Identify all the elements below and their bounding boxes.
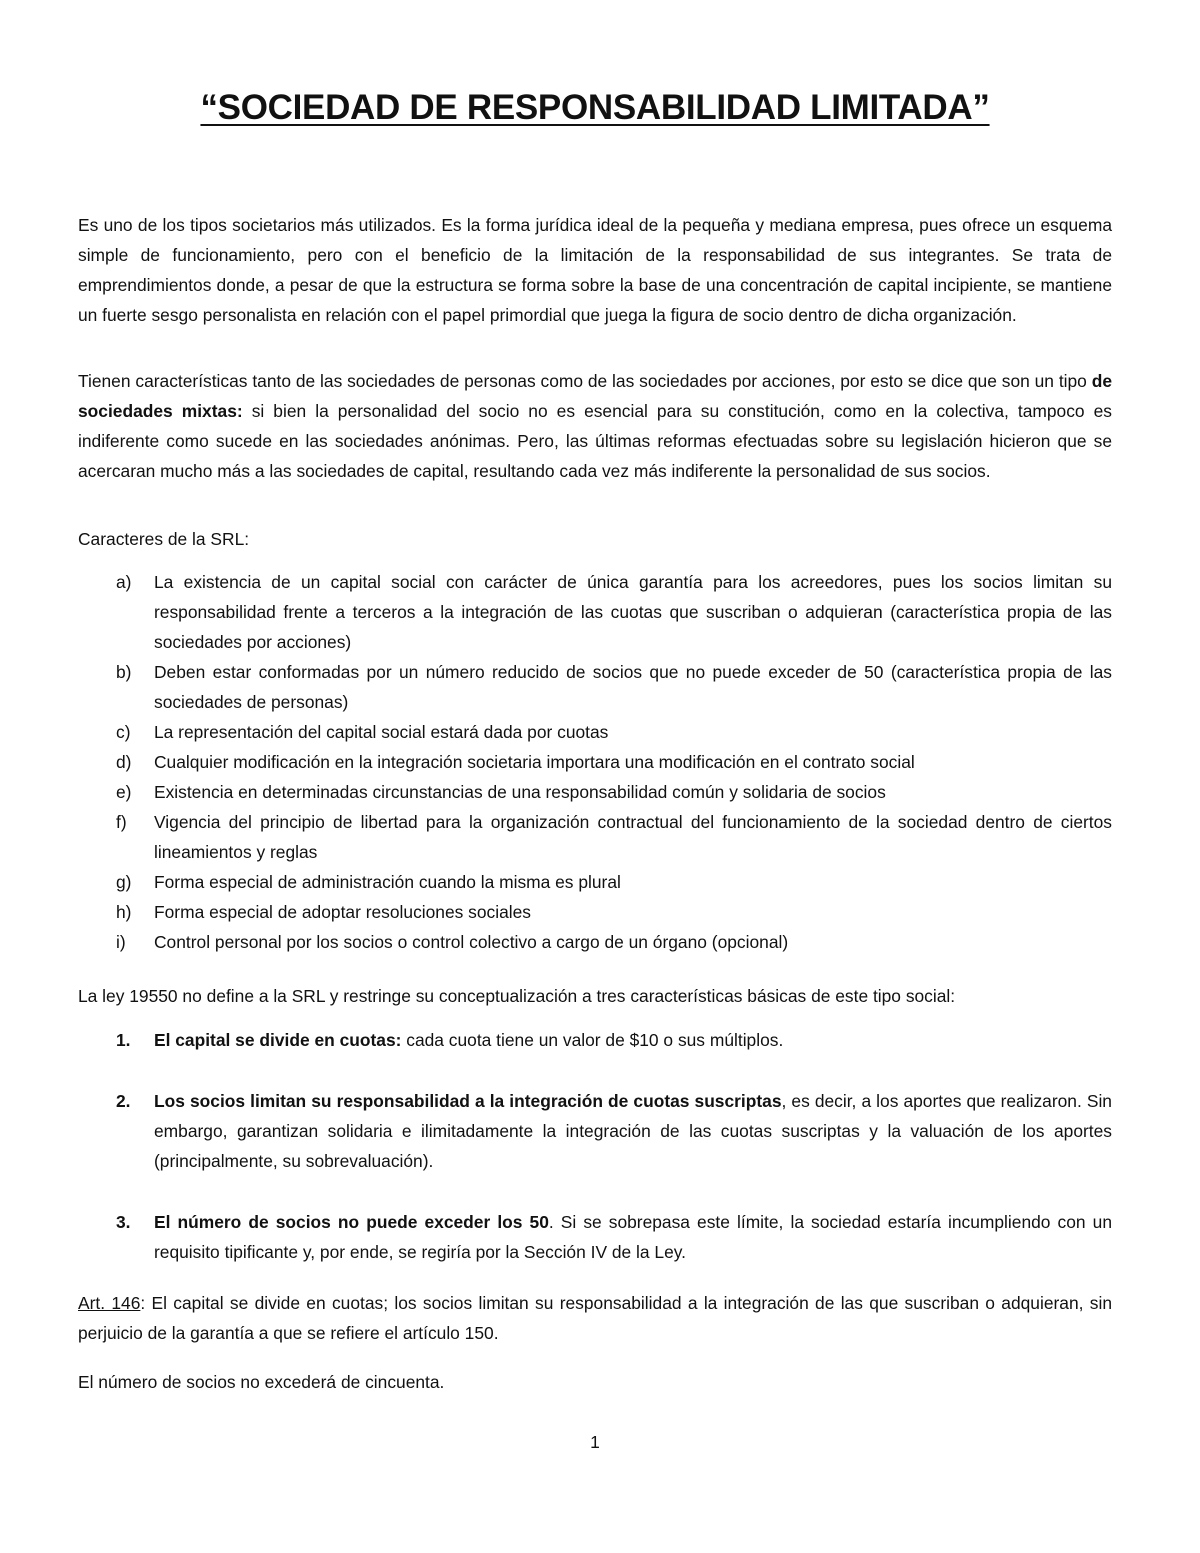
list-marker: a): [116, 572, 132, 592]
numbered-marker: 3.: [116, 1212, 131, 1232]
list-marker: e): [116, 782, 132, 802]
list-text: Control personal por los socios o control colectivo a cargo de un órgano (opcional): [154, 932, 789, 952]
list-text: La representación del capital social estará dada por cuotas: [154, 722, 609, 742]
list-marker: h): [116, 902, 132, 922]
list-text: Forma especial de adoptar resoluciones sociales: [154, 902, 531, 922]
document-title: “SOCIEDAD DE RESPONSABILIDAD LIMITADA”: [200, 88, 990, 127]
list-text: Deben estar conformadas por un número reducido de socios que no puede exceder de 50 (característica propia de las sociedades de personas): [154, 662, 1112, 712]
mixed-societies-paragraph: [78, 366, 1112, 486]
article-text: El capital se divide en cuotas; los socios limitan su responsabilidad a la integración de las que suscriban o adquieran, sin perjuicio de la garantía a que se refiere el artículo 150.: [78, 1293, 1113, 1343]
list-item: [78, 927, 1112, 957]
list-item: [78, 747, 1112, 777]
mixed-text-after: si bien la personalidad del socio no es esencial para su constitución, como en la colectiva, tampoco es indiferente como sucede en las sociedades anónimas. Pero, las últimas reformas efectuadas sobre su legislación hicieron que se acercaran mucho más a las sociedades de capital, resultando cada vez más indiferente la personalidad de sus socios.: [78, 401, 1112, 481]
page-number: 1: [590, 1432, 600, 1452]
list-item: [78, 777, 1112, 807]
numbered-text: , es decir, a los aportes que realizaron. Sin embargo, garantizan solidaria e ilimitadamente la integración de las cuotas suscriptas y la valuación de los aportes (principalmente, su sobrevaluación).: [154, 1091, 1112, 1171]
numbered-bold: El capital se divide en cuotas:: [154, 1030, 402, 1050]
list-marker: c): [116, 722, 131, 742]
article-146-paragraph: [78, 1288, 1112, 1348]
ley-intro-paragraph: La ley 19550 no define a la SRL y restringe su conceptualización a tres características básicas de este tipo social:: [78, 986, 956, 1006]
mixed-text-before: Tienen características tanto de las sociedades de personas como de las sociedades por acciones, por esto se dice que son un tipo: [78, 371, 1092, 391]
intro-paragraph: Es uno de los tipos societarios más utilizados. Es la forma jurídica ideal de la pequeña y mediana empresa, pues ofrece un esquema simple de funcionamiento, pero con el beneficio de la limitación de la responsabilidad de sus integrantes. Se trata de emprendimientos donde, a pesar de que la estructura se forma sobre la base de una concentración de capital incipiente, se mantiene un fuerte sesgo personalista en relación con el papel primordial que juega la figura de socio dentro de dicha organización.: [78, 215, 1112, 325]
list-marker: i): [116, 932, 126, 952]
list-text: Cualquier modificación en la integración societaria importara una modificación en el contrato social: [154, 752, 915, 772]
closing-paragraph: El número de socios no excederá de cincuenta.: [78, 1372, 445, 1392]
list-item: [78, 657, 1112, 717]
list-text: Forma especial de administración cuando la misma es plural: [154, 872, 621, 892]
list-text: Vigencia del principio de libertad para la organización contractual del funcionamiento de la sociedad dentro de ciertos lineamientos y reglas: [154, 812, 1112, 862]
list-marker: d): [116, 752, 132, 772]
numbered-marker: 2.: [116, 1091, 131, 1111]
list-text: La existencia de un capital social con carácter de única garantía para los acreedores, pues los socios limitan su responsabilidad frente a terceros a la integración de las cuotas que suscriban o adquieran (característica propia de las sociedades por acciones): [154, 572, 1112, 652]
numbered-bold: El número de socios no puede exceder los 50: [154, 1212, 549, 1232]
list-marker: b): [116, 662, 132, 682]
caracteres-heading: Caracteres de la SRL:: [78, 529, 250, 549]
document-page: [78, 0, 1112, 1553]
caracteres-list: [78, 567, 1112, 957]
mixed-bold: de sociedades mixtas:: [78, 371, 1112, 421]
article-colon: :: [140, 1293, 146, 1313]
list-item: [78, 867, 1112, 897]
numbered-item-2: [78, 1086, 1112, 1176]
list-text: Existencia en determinadas circunstancias de una responsabilidad común y solidaria de socios: [154, 782, 886, 802]
list-item: [78, 897, 1112, 927]
list-item: [78, 567, 1112, 657]
numbered-item-3: [78, 1207, 1112, 1267]
article-label: Art. 146: [78, 1293, 141, 1313]
numbered-item-1: [78, 1025, 1112, 1055]
numbered-bold: Los socios limitan su responsabilidad a la integración de cuotas suscriptas: [154, 1091, 782, 1111]
list-marker: g): [116, 872, 132, 892]
numbered-text: . Si se sobrepasa este límite, la sociedad estaría incumpliendo con un requisito tipificante y, por ende, se regiría por la Sección IV de la Ley.: [154, 1212, 1113, 1262]
list-item: [78, 807, 1112, 867]
numbered-text: cada cuota tiene un valor de $10 o sus múltiplos.: [401, 1030, 784, 1050]
list-item: [78, 717, 1112, 747]
numbered-marker: 1.: [116, 1030, 131, 1050]
list-marker: f): [116, 812, 127, 832]
